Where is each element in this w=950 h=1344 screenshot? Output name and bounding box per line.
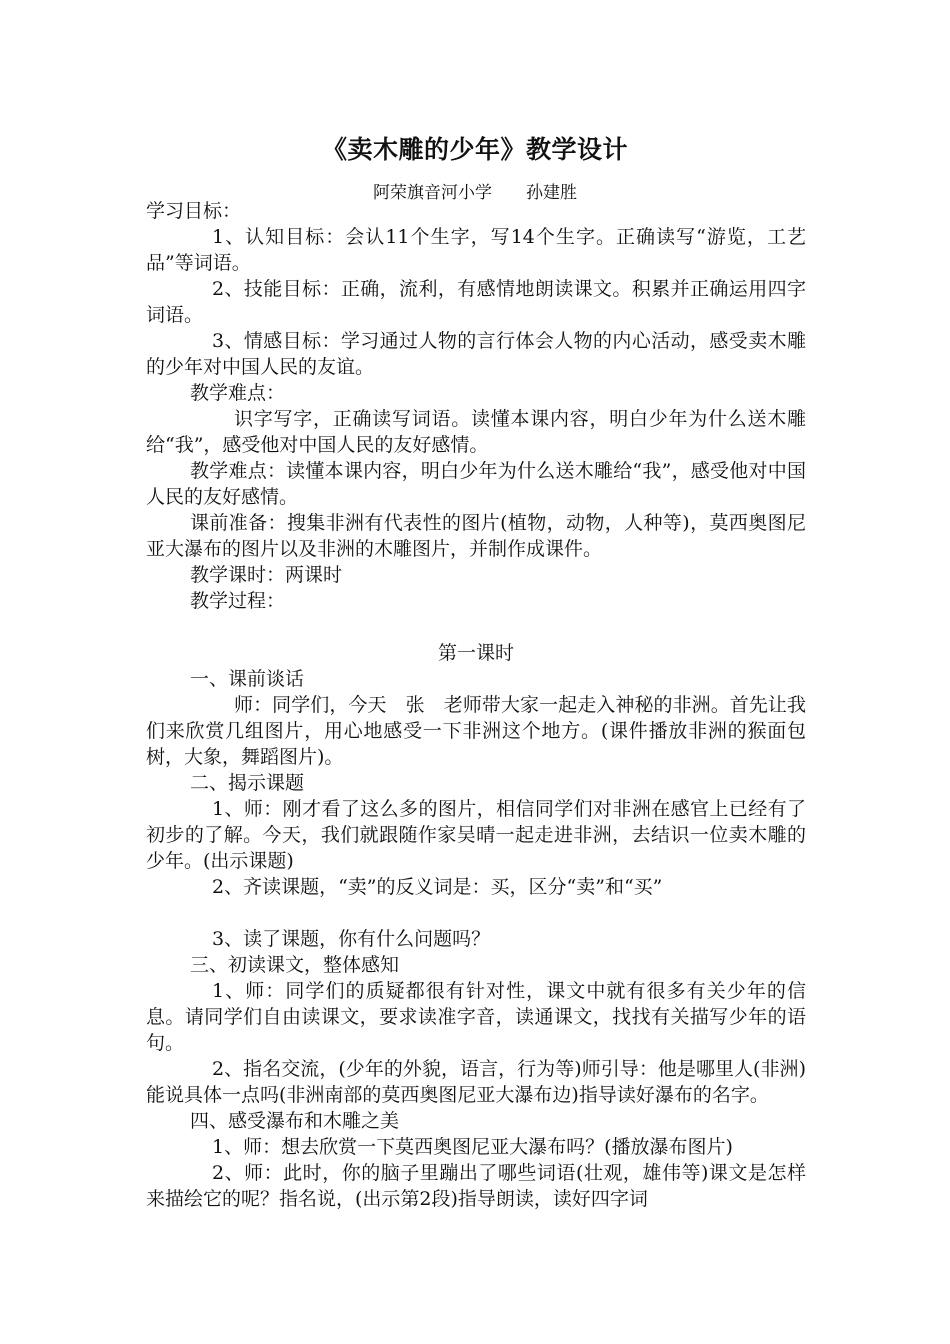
step-3-item-2: 2、指名交流，(少年的外貌，语言，行为等)师引导：他是哪里人(非洲)能说具体一点吗(非洲南部的莫西奥图尼亚大瀑布边)指导读好瀑布的名字。 xyxy=(146,1058,806,1106)
step-heading-1: 一、课前谈话 xyxy=(190,668,305,690)
objective-emotion: 3、情感目标：学习通过人物的言行体会人物的内心活动，感受卖木雕的少年对中国人民的友谊。 xyxy=(146,330,806,378)
step-1-text: 师：同学们，今天 张 老师带大家一起走入神秘的非洲。首先让我们来欣赏几组图片，用心地感受一下非洲这个地方。(课件播放非洲的猴面包树，大象，舞蹈图片)。 xyxy=(146,694,806,768)
step-4-item-2: 2、师：此时，你的脑子里蹦出了哪些词语(壮观，雄伟等)课文是怎样来描绘它的呢？指名说，(出示第2段)指导朗读，读好四字词 xyxy=(146,1162,806,1210)
preparation: 课前准备：搜集非洲有代表性的图片(植物，动物，人种等)，莫西奥图尼亚大瀑布的图片以及非洲的木雕图片，并制作成课件。 xyxy=(146,512,806,560)
lesson-hours: 教学课时：两课时 xyxy=(190,564,343,586)
step-4-item-1: 1、师：想去欣赏一下莫西奥图尼亚大瀑布吗？(播放瀑布图片) xyxy=(212,1136,733,1158)
difficulty-summary: 教学难点：读懂本课内容，明白少年为什么送木雕给“我”，感受他对中国人民的友好感情。 xyxy=(146,460,806,508)
spacer xyxy=(146,900,806,926)
document-title: 《卖木雕的少年》教学设计 xyxy=(321,135,628,164)
difficulty-detail: 识字写字，正确读写词语。读懂本课内容，明白少年为什么送木雕给“我”，感受他对中国人民的友好感情。 xyxy=(146,408,806,456)
document-body xyxy=(146,198,806,1212)
spacer xyxy=(146,614,806,640)
step-2-item-1: 1、师：刚才看了这么多的图片，相信同学们对非洲在感官上已经有了初步的了解。今天，我们就跟随作家吴晴一起走进非洲，去结识一位卖木雕的少年。(出示课题) xyxy=(146,798,806,872)
section-heading-difficulty: 教学难点： xyxy=(190,382,286,404)
step-heading-4: 四、感受瀑布和木雕之美 xyxy=(190,1110,400,1132)
author-line: 阿荣旗音河小学 孙建胜 xyxy=(373,183,577,203)
section-heading-objectives: 学习目标： xyxy=(146,200,242,222)
objective-skill: 2、技能目标：正确，流利，有感情地朗读课文。积累并正确运用四字词语。 xyxy=(146,278,806,326)
step-heading-3: 三、初读课文，整体感知 xyxy=(190,954,400,976)
section-heading-process: 教学过程： xyxy=(190,590,286,612)
step-3-item-1: 1、师：同学们的质疑都很有针对性，课文中就有很多有关少年的信息。请同学们自由读课文，要求读准字音，读通课文，找找有关描写少年的语句。 xyxy=(146,980,806,1054)
step-2-item-2: 2、齐读课题，“卖”的反义词是：买，区分“卖”和“买” xyxy=(212,876,663,898)
step-heading-2: 二、揭示课题 xyxy=(190,772,305,794)
lesson-one-heading: 第一课时 xyxy=(437,642,514,664)
step-2-item-3: 3、读了课题，你有什么问题吗？ xyxy=(212,928,491,950)
objective-cognitive: 1、认知目标：会认11个生字，写14个生字。正确读写“游览，工艺品”等词语。 xyxy=(146,226,806,274)
